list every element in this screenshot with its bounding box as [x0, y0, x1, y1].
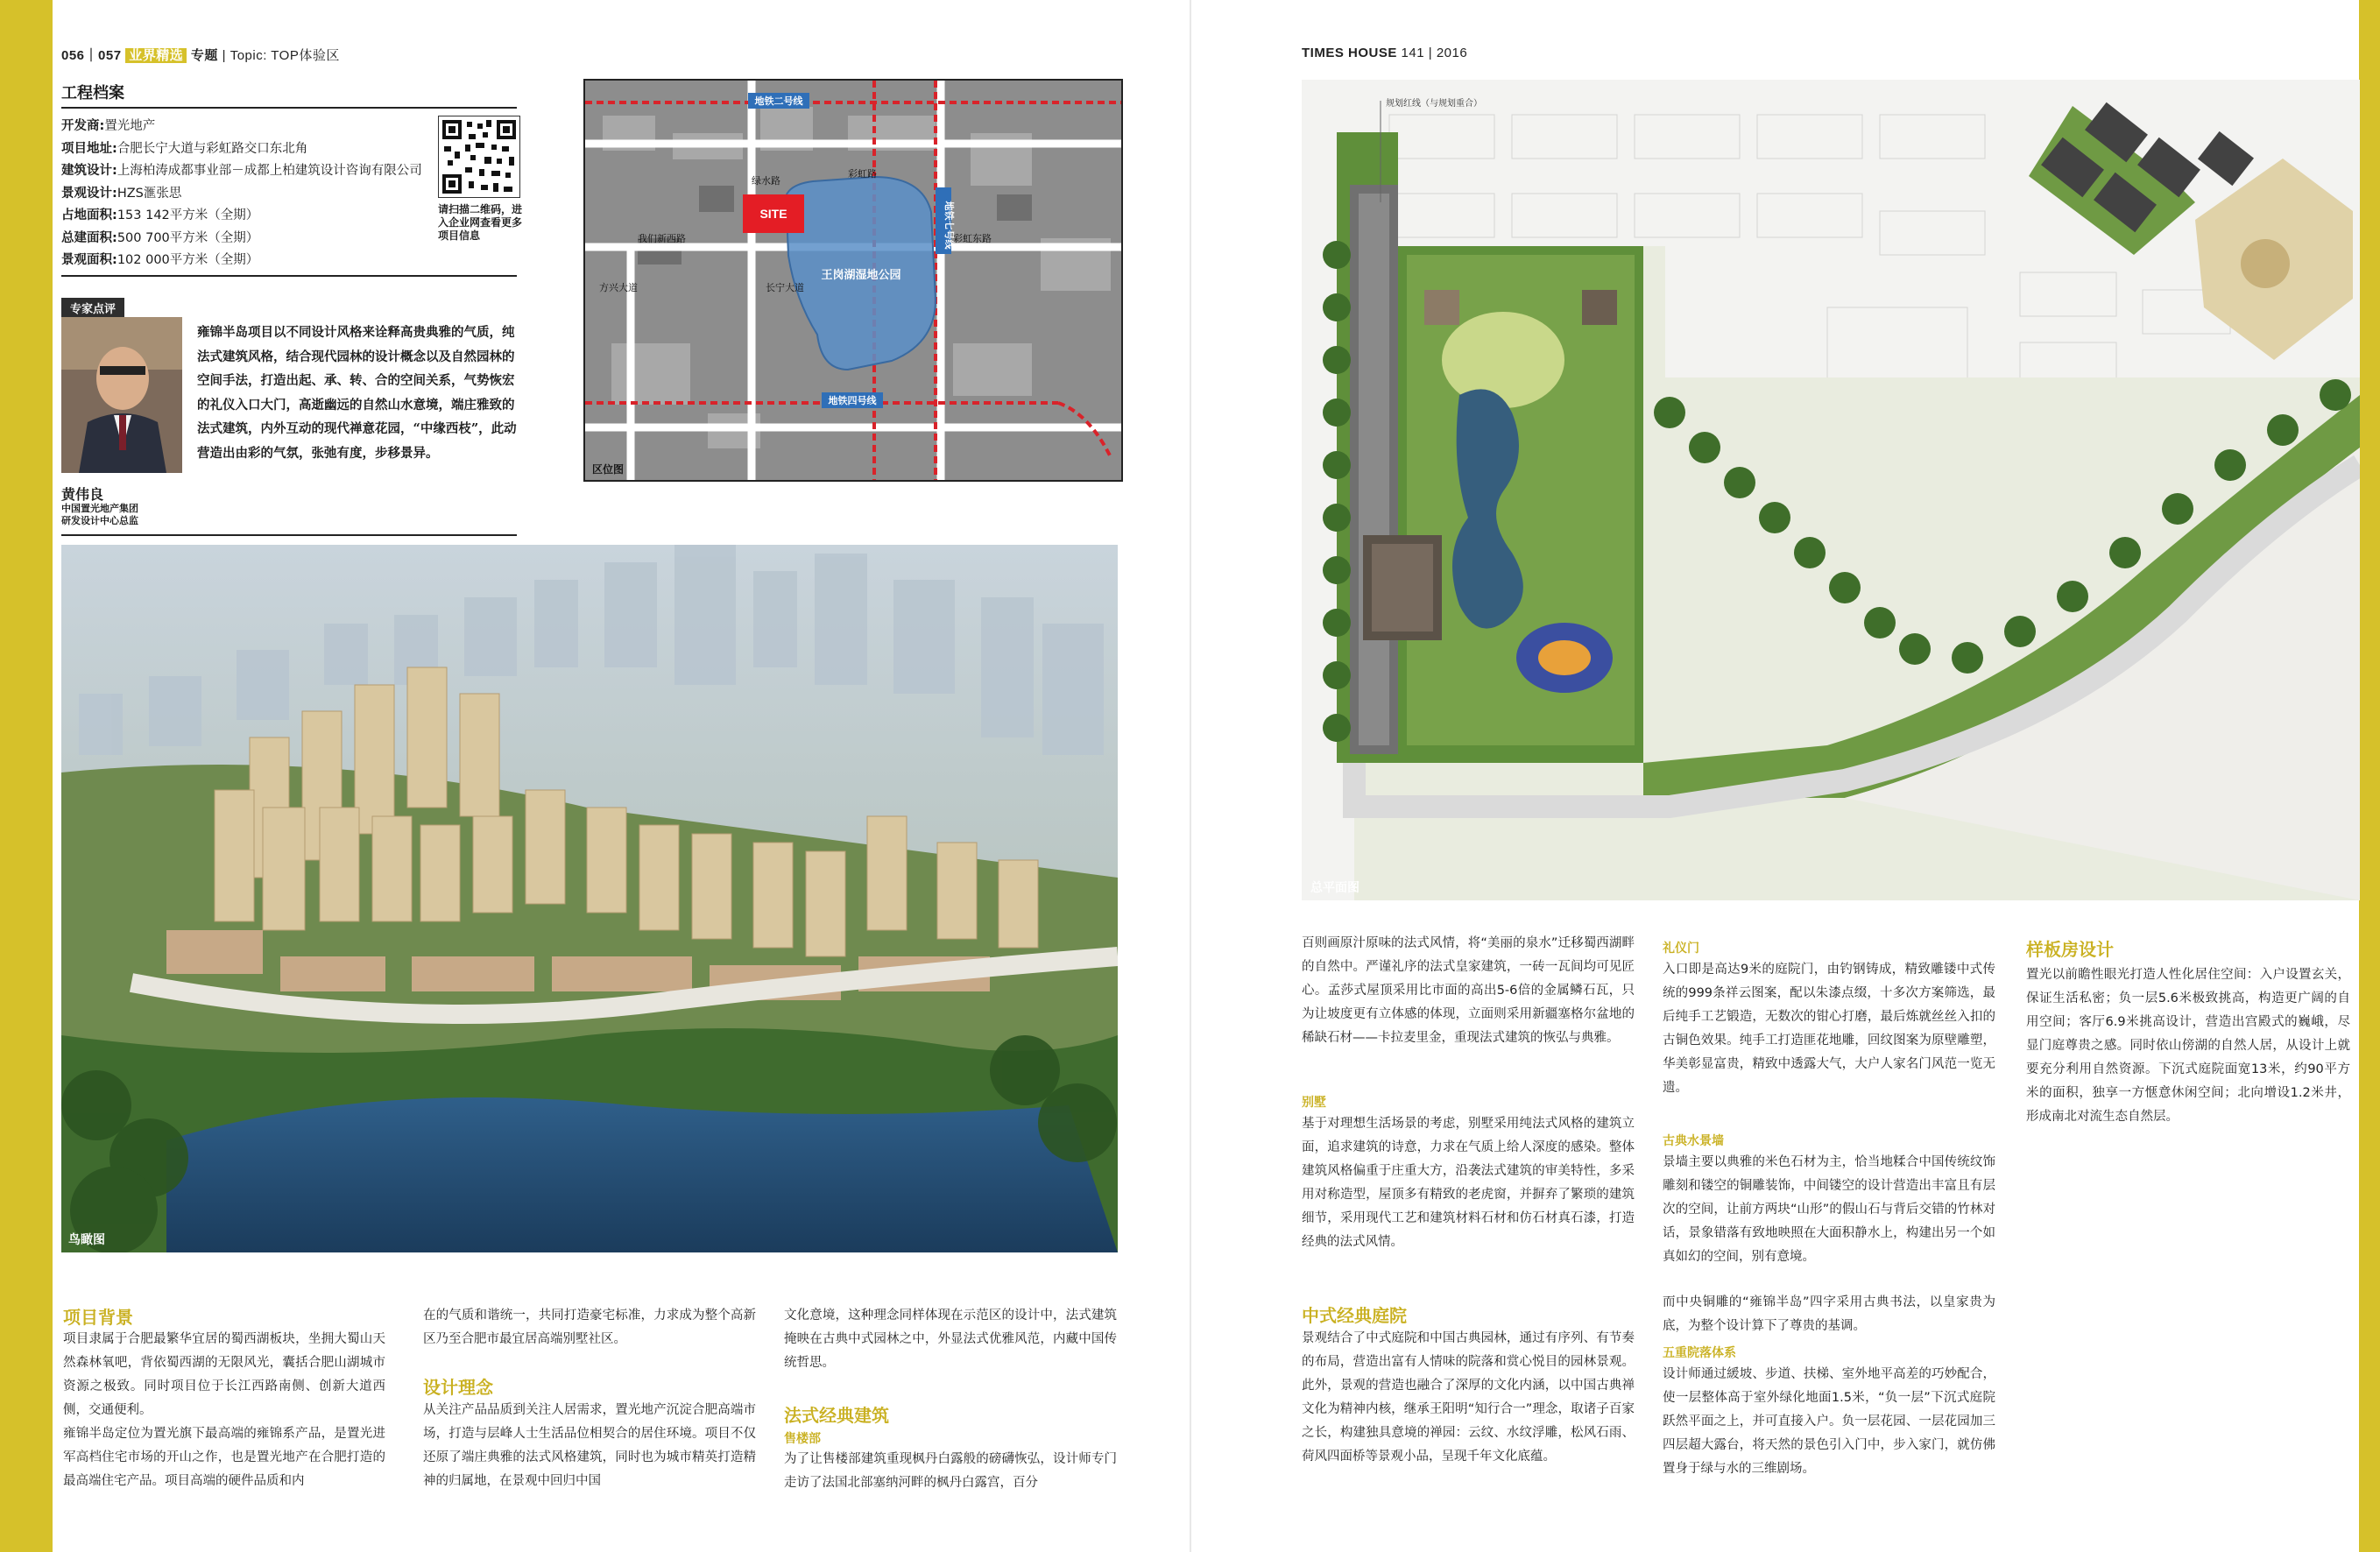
courtyard-paragraph: 景观结合了中式庭院和中国古典园林，通过有序列、有节奏的布局，营造出富有人情味的院落和赏心悦目的园林景观。此外，景观的营造也融合了深厚的文化内涵，以中国古典禅文化为精神内核，继承王阳明“知行合一”理念，取诸子百家之长，构建独具意境的禅园：云纹、水纹浮雕，松风石雨、荷风四面桥等景观小品，呈现千年文化底蕴。 [1302, 1331, 1635, 1464]
background-paragraph-1: 项目隶属于合肥最繁华宜居的蜀西湖板块，坐拥大蜀山天然森林氧吧，背依蜀西湖的无限风光，囊括合肥山湖城市资源之极致。同时项目位于长江西路南侧、创新大道西侧，交通便利。 [63, 1332, 385, 1417]
subtitle-villa: 别墅 [1302, 1095, 1326, 1109]
plan-callout: 规划红线（与规划重合） [1386, 99, 1482, 109]
col2-paragraph-1: 在的气质和谐统一，共同打造豪宅标准，力求成为整个高新区乃至合肥市最宜居高端别墅社区。 [423, 1309, 756, 1346]
dossier-row [61, 116, 422, 138]
dossier-rows [61, 116, 422, 272]
water-wall-paragraph-2: 而中央铜雕的“雍锦半岛”四字采用古典书法，以皇家贵为底，为整个设计算下了尊贵的基调。 [1663, 1295, 1995, 1333]
qr-caption: 请扫描二维码，进入企业网查看更多项目信息 [438, 203, 523, 242]
dossier-row-value: 153 142平方米（全期） [117, 208, 259, 222]
dossier-row [61, 228, 422, 250]
location-map [583, 79, 1123, 482]
topic-label: Topic: TOP体验区 [230, 48, 340, 63]
subtitle-courtyard-system: 五重院落体系 [1663, 1345, 1736, 1359]
road-label-2: 彩虹路 [848, 168, 877, 180]
water-wall-paragraph: 景墙主要以典雅的米色石材为主，恰当地糅合中国传统纹饰雕刻和镂空的铜雕装饰，中间镂空的设计营造出丰富且有层次的空间，让前方两块“山形”的假山石与背后交错的竹林对话，景象错落有致地映照在大面积静水上，构建出另一个如真如幻的空间，别有意境。 [1663, 1155, 1995, 1264]
dossier-row-label: 景观设计: [61, 186, 117, 201]
issue-year: 2016 [1436, 46, 1468, 60]
road-label-3: 我们新西路 [638, 233, 686, 244]
expert-title-line2: 研发设计中心总监 [61, 515, 138, 526]
metro7-label: 地铁七号线 [943, 201, 955, 250]
dossier-row-label: 占地面积: [61, 208, 117, 222]
road-label-5: 方兴大道 [599, 282, 638, 293]
dossier-row-label: 景观面积: [61, 253, 117, 267]
villa-paragraph: 基于对理想生活场景的考虑，别墅采用纯法式风格的建筑立面，追求建筑的诗意，力求在气质上给人深度的感染。整体建筑风格偏重于庄重大方，沿袭法式建筑的审美特性，多采用对称造型，屋顶多有精致的老虎窗，并摒弃了繁琐的建筑细节，采用现代工艺和建筑材料石材和仿石材真石漆，打造经典的法式风情。 [1302, 1117, 1635, 1249]
aerial-rendering [61, 545, 1118, 1252]
dossier-row-value: 置光地产 [104, 119, 156, 133]
expert-title [61, 503, 138, 527]
dossier-row-label: 总建面积: [61, 230, 117, 245]
expert-quote: 雍锦半岛项目以不同设计风格来诠释高贵典雅的气质，纯法式建筑风格，结合现代园林的设计概念以及自然园林的空间手法，打造出起、承、转、合的空间关系，气势恢宏的礼仪入口大门，高逝幽远的自然山水意境，端庄雅致的法式建筑，内外互动的现代禅意花园，“中缘西枝”，此动营造出由彩的气氛，张弛有度，步移景异。 [197, 325, 517, 461]
dossier-bottom-rule [61, 275, 517, 277]
page-gutter [1190, 0, 1191, 1552]
dossier-title: 工程档案 [61, 84, 124, 102]
section-tag: 业界精选 [125, 48, 187, 63]
expert-bottom-rule [61, 534, 517, 536]
section-title-architecture: 法式经典建筑 [784, 1407, 889, 1426]
dossier-top-rule [61, 107, 517, 109]
right-running-header: TIMES HOUSE 141 | 2016 [1302, 46, 1468, 60]
dossier-row [61, 183, 422, 206]
dossier-row-value: HZS滙张思 [117, 186, 182, 201]
page-numbers: 056｜057 [61, 48, 122, 63]
issue-number: 141 [1401, 46, 1425, 60]
subtitle-gate: 礼仪门 [1663, 941, 1699, 955]
column-name: 专题 [190, 48, 218, 63]
road-label-6: 彩虹东路 [953, 233, 992, 244]
master-plan [1302, 80, 2360, 900]
metro4-label: 地铁四号线 [828, 395, 877, 406]
location-map-caption: 区位图 [592, 463, 625, 476]
dossier-row-label: 开发商: [61, 119, 105, 133]
expert-photo [61, 317, 182, 473]
qr-code[interactable] [438, 116, 520, 198]
section-title-design: 设计理念 [423, 1379, 493, 1398]
plan-caption: 总平面图 [1310, 881, 1359, 895]
expert-name: 黄伟良 [61, 486, 104, 503]
section-title-show-flat: 样板房设计 [2026, 941, 2114, 960]
site-label: SITE [759, 207, 787, 221]
expert-title-line1: 中国置光地产集团 [61, 503, 138, 514]
dossier-row [61, 250, 422, 272]
dossier-row [61, 138, 422, 161]
dossier-row-label: 建筑设计: [61, 164, 117, 178]
right-edge-bar [2359, 0, 2380, 1552]
road-label-4: 长宁大道 [766, 282, 804, 293]
subtitle-water-wall: 古典水景墙 [1663, 1133, 1724, 1147]
dossier-row-value: 合肥长宁大道与彩虹路交口东北角 [117, 141, 308, 156]
expert-tag: 专家点评 [61, 298, 124, 318]
show-flat-paragraph: 置光以前瞻性眼光打造人性化居住空间：入户设置玄关，保证生活私密；负一层5.6米极致挑高，构造更广阔的自用空间；客厅6.9米挑高设计，营造出宫殿式的巍峨，尽显门庭尊贵之感。同时依山傍湖的自然人居，从设计上就要充分利用自然资源。下沉式庭院面宽13米，约90平方米的面积，独享一方惬意休闲空间；北向增设1.2米井，形成南北对流生态自然层。 [2026, 968, 2350, 1124]
magazine-name: TIMES HOUSE [1302, 46, 1397, 60]
rendering-caption: 鸟瞰图 [68, 1233, 105, 1247]
villa-intro-paragraph: 百则画原汁原味的法式风情，将“美丽的泉水”迁移蜀西湖畔的自然中。严谨礼序的法式皇家建筑，一砖一瓦间均可见匠心。孟莎式屋顶采用比市面的高出5-6倍的金属鳞石瓦，只为让坡度更有立体感的体现，立面则采用新疆塞格尔盆地的稀缺石材——卡拉麦里金，重现法式建筑的恢弘与典雅。 [1302, 936, 1635, 1045]
gate-paragraph: 入口即是高达9米的庭院门，由钓钢铸成，精致雕镂中式传统的999条祥云图案，配以朱漆点缀，十多次方案筛选，最后纯手工艺锻造，无数次的钳心打磨，最后炼就丝丝入扣的古铜色效果。纯手工打造匪花地雕，回纹图案为原壁雕塑，华美彰显富贵，精致中透露大气，大户人家名门风范一览无遗。 [1663, 963, 1995, 1095]
dossier-row-label: 项目地址: [61, 141, 117, 156]
left-running-header: 056｜057 业界精选 专题 | Topic: TOP体验区 [61, 48, 340, 63]
sales-center-paragraph: 为了让售楼部建筑重现枫丹白露般的磅礴恢弘，设计师专门走访了法国北部塞纳河畔的枫丹白露宫，百分 [784, 1452, 1117, 1490]
dossier-row-value: 上海柏涛成都事业部－成都上柏建筑设计咨询有限公司 [117, 164, 422, 178]
col3-paragraph-1: 文化意境，这种理念同样体现在示范区的设计中，法式建筑掩映在古典中式园林之中，外显法式优雅风范，内藏中国传统哲思。 [784, 1309, 1117, 1370]
background-paragraph-2: 雍锦半岛定位为置光旗下最高端的雍锦系产品，是置光进军高档住宅市场的开山之作，也是置光地产在合肥打造的最高端住宅产品。项目高端的硬件品质和内 [63, 1427, 385, 1488]
dossier-row [61, 205, 422, 228]
section-title-background: 项目背景 [63, 1309, 133, 1328]
dossier-row-value: 500 700平方米（全期） [117, 230, 259, 245]
dossier-row-value: 102 000平方米（全期） [117, 253, 259, 267]
left-edge-bar [0, 0, 53, 1552]
dossier-row [61, 160, 422, 183]
section-title-courtyard: 中式经典庭院 [1302, 1307, 1407, 1326]
design-paragraph: 从关注产品品质到关注人居需求，置光地产沉淀合肥高端市场，打造与层峰人士生活品位相契合的居住环境。项目不仅还原了端庄典雅的法式风格建筑，同时也为城市精英打造精神的归属地，在景观中回归中国 [423, 1403, 756, 1488]
courtyard-system-paragraph: 设计师通过緩坡、步道、扶梯、室外地平高差的巧妙配合，使一层整体高于室外绿化地面1.5米，“负一层”下沉式庭院跃然平面之上，并可直接入户。负一层花园、一层花园加三四层超大露台，将天然的景色引入门中，步入家门，就仿佛置身于绿与水的三维剧场。 [1663, 1367, 1995, 1476]
park-label: 王岗湖湿地公园 [821, 269, 901, 282]
metro2-label: 地铁二号线 [754, 95, 803, 107]
road-label-7: 绿水路 [752, 175, 780, 187]
subtitle-sales-center: 售楼部 [784, 1431, 821, 1445]
